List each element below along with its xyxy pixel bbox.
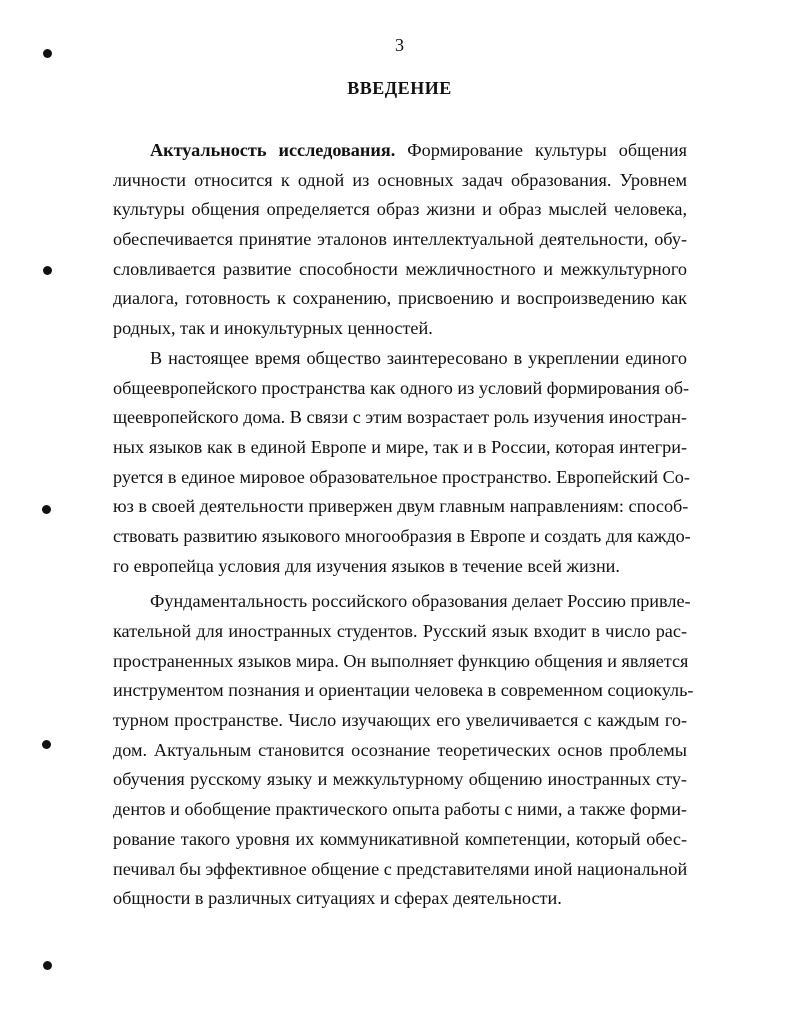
- text-line: Фундаментальность российского образования делает Россию привле-: [150, 591, 691, 612]
- paragraph-relevance: [113, 136, 687, 344]
- text-line: щеевропейского дома. В связи с этим возрастает роль изучения иностран-: [113, 407, 687, 428]
- text-line: словливается развитие способности межличностного и межкультурного: [113, 258, 687, 279]
- paragraph-russian-education: [113, 587, 694, 914]
- text-line: юз в своей деятельности привержен двум главным направлениям: способ-: [113, 496, 689, 517]
- text-line: турном пространстве. Число изучающих его увеличивается с каждым го-: [113, 710, 687, 731]
- text-line: личности относится к одной из основных задач образования. Уровнем: [113, 169, 687, 190]
- text-line: инструментом познания и ориентации человека в современном социокуль-: [113, 680, 694, 701]
- text-line: общности в различных ситуациях и сферах деятельности.: [113, 888, 562, 909]
- text-line: обучения русскому языку и межкультурному общению иностранных сту-: [113, 769, 687, 790]
- binding-hole-mark: [42, 740, 51, 749]
- text-line: пространенных языков мира. Он выполняет функцию общения и является: [113, 650, 689, 671]
- text-line: го европейца условия для изучения языков в течение всей жизни.: [113, 555, 620, 576]
- page-number: 3: [395, 35, 404, 55]
- page-title: ВВЕДЕНИЕ: [347, 78, 452, 98]
- binding-hole-mark: [43, 961, 52, 970]
- binding-hole-mark: [42, 505, 51, 514]
- text-line: дентов и обобщение практического опыта работы с ними, а также форми-: [113, 799, 687, 820]
- text-line: родных, так и инокультурных ценностей.: [113, 318, 433, 339]
- text-line: диалога, готовность к сохранению, присвоению и воспроизведению как: [113, 288, 687, 309]
- text-line: В настоящее время общество заинтересовано в укреплении единого: [150, 347, 687, 368]
- text-line: общеевропейского пространства как одного из условий формирования об-: [113, 377, 690, 398]
- text-line: рование такого уровня их коммуникативной компетенции, который обес-: [113, 828, 687, 849]
- paragraph-europe: [113, 344, 691, 582]
- text-line: Актуальность исследования. Формирование культуры общения: [150, 140, 687, 160]
- text-line: обеспечивается принятие эталонов интеллектуальной деятельности, обу-: [113, 229, 687, 250]
- text-line: руется в единое мировое образовательное пространство. Европейский Со-: [113, 466, 690, 487]
- text-line: дом. Актуальным становится осознание теоретических основ проблемы: [113, 739, 687, 760]
- document-body: [113, 136, 694, 914]
- text-line: культуры общения определяется образ жизни и образ мыслей человека,: [113, 199, 687, 220]
- lead-in-bold: Актуальность исследования.: [150, 140, 396, 160]
- binding-hole-mark: [43, 266, 52, 275]
- text-line: ных языков как в единой Европе и мире, так и в России, которая интегри-: [113, 436, 687, 457]
- text-line: ствовать развитию языкового многообразия в Европе и создать для каждо-: [113, 525, 691, 546]
- text-line: кательной для иностранных студентов. Русский язык входит в число рас-: [113, 621, 687, 641]
- text-line: печивал бы эффективное общение с представителями иной национальной: [113, 858, 688, 879]
